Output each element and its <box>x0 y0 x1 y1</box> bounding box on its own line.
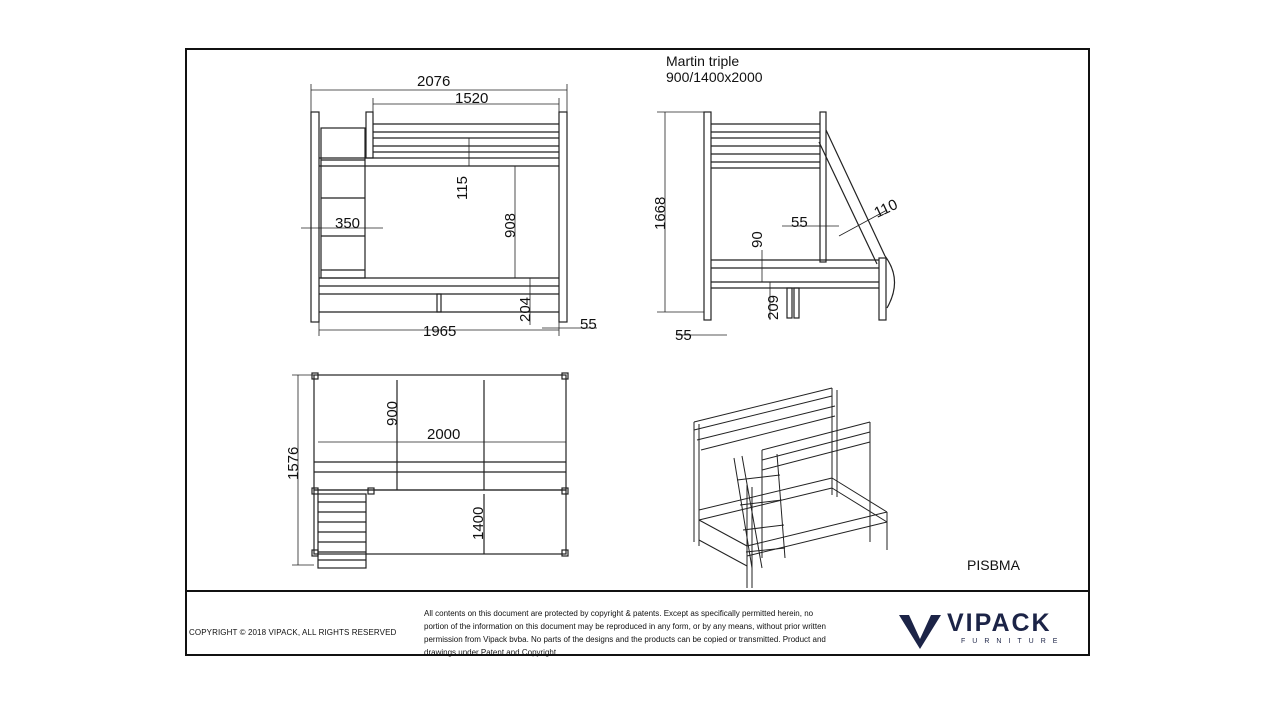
dim-front-rail-gap: 115 <box>454 176 471 200</box>
drawing-sheet <box>185 48 1090 656</box>
brand-logo <box>899 609 1069 651</box>
dim-side-height: 1668 <box>652 196 669 230</box>
dim-front-upper-height: 908 <box>502 212 519 238</box>
technical-drawing <box>187 50 1088 590</box>
brand-name: VIPACK <box>947 609 1052 637</box>
dim-top-lower-width: 1400 <box>470 506 487 540</box>
dim-top-depth: 1576 <box>285 446 302 480</box>
copyright-notice: COPYRIGHT © 2018 VIPACK, ALL RIGHTS RESERVED <box>189 628 397 637</box>
product-code: PISBMA <box>967 557 1020 573</box>
dim-front-lower-height: 204 <box>517 296 534 322</box>
legal-notice: All contents on this document are protected by copyright & patents. Except as specifically permitted herein, no portion of the information on this document may be reproduced in any form, or by any means, without prior written permission from Vipack bvba. No parts of the designs and the products can be copied or transmitted. Product and drawings under Patent and Copyright <box>424 609 826 657</box>
dim-top-upper-width: 900 <box>384 400 401 426</box>
side-view <box>652 112 900 344</box>
footer-divider <box>187 590 1088 592</box>
dim-front-overall-width: 2076 <box>417 73 451 90</box>
title-line-1: Martin triple <box>666 53 740 69</box>
dim-front-bed-width: 1520 <box>455 90 489 107</box>
dim-side-post-gap: 55 <box>791 214 808 231</box>
dim-side-ladder-step: 110 <box>871 196 901 222</box>
dim-side-rail-height: 90 <box>749 231 766 248</box>
dim-front-post: 55 <box>580 316 597 333</box>
dim-side-base-post: 55 <box>675 327 692 344</box>
dim-front-base-width: 1965 <box>423 323 457 340</box>
dim-top-length: 2000 <box>427 426 461 443</box>
vipack-logo-icon <box>899 613 941 649</box>
front-view <box>301 73 597 340</box>
isometric-view <box>694 388 887 588</box>
dim-front-ladder-width: 350 <box>335 215 361 232</box>
top-view <box>285 373 568 568</box>
brand-subtitle: FURNITURE <box>961 638 1065 645</box>
dim-side-lower-height: 209 <box>765 294 782 320</box>
title-line-2: 900/1400x2000 <box>666 69 763 85</box>
